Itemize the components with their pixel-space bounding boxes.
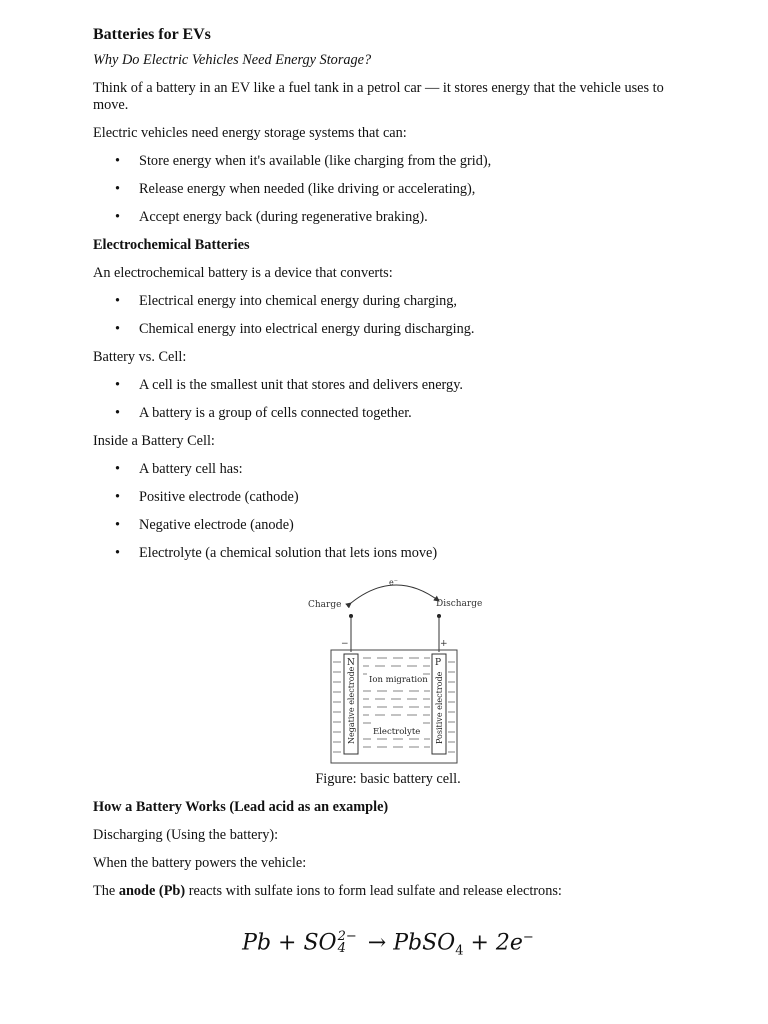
battery-vs-cell-lead: Battery vs. Cell:: [93, 349, 187, 365]
inside-cell-list: [93, 461, 683, 562]
discharging-heading: Discharging (Using the battery):: [93, 827, 279, 843]
needs-lead: Electric vehicles need energy storage systems that can:: [93, 125, 407, 141]
list-item: • A cell is the smallest unit that stores and delivers energy.: [93, 377, 683, 394]
list-item: • Electrolyte (a chemical solution that lets ions move): [93, 545, 683, 562]
list-item: • Electrical energy into chemical energy during charging,: [93, 293, 683, 310]
section-heading-how-battery-works: How a Battery Works (Lead acid as an example): [93, 799, 389, 815]
electrochem-lead: An electrochemical battery is a device that converts:: [93, 265, 393, 281]
ion-migration-label: Ion migration: [369, 675, 428, 685]
figure-caption: Figure: basic battery cell.: [315, 771, 461, 787]
battery-cell-diagram: [308, 576, 483, 764]
needs-list: [93, 153, 683, 226]
charge-label: Charge: [308, 600, 342, 610]
electrolyte-label: Electrolyte: [373, 727, 421, 737]
positive-electrode-label: Positive electrode: [435, 671, 444, 744]
list-item: • A battery cell has:: [93, 461, 683, 478]
electrochem-list: [93, 293, 683, 338]
plus-sign: +: [440, 639, 448, 649]
document-page: [93, 24, 683, 966]
anode-term: anode (Pb): [118, 883, 186, 899]
section-heading-electrochemical: Electrochemical Batteries: [93, 237, 250, 253]
electron-label: e⁻: [389, 578, 398, 587]
battery-vs-cell-list: [93, 377, 683, 422]
electron-flow-arc: [351, 585, 439, 603]
anode-paragraph: The anode (Pb) reacts with sulfate ions to form lead sulfate and release electrons:: [93, 883, 562, 899]
subtitle: Why Do Electric Vehicles Need Energy Storage?: [93, 52, 372, 68]
when-powers-text: When the battery powers the vehicle:: [93, 855, 307, 871]
list-item: • Positive electrode (cathode): [93, 489, 683, 506]
inside-cell-lead: Inside a Battery Cell:: [93, 433, 215, 449]
list-item: • A battery is a group of cells connected together.: [93, 405, 683, 422]
n-label: N: [347, 658, 355, 668]
list-item: • Chemical energy into electrical energy during discharging.: [93, 321, 683, 338]
list-item: • Negative electrode (anode): [93, 517, 683, 534]
p-label: P: [435, 658, 442, 668]
discharge-label: Discharge: [436, 599, 483, 609]
list-item: • Store energy when it's available (like charging from the grid),: [93, 153, 683, 170]
battery-cell-figure: [93, 576, 683, 764]
reaction-equation: Pb + SO 2− 4 → PbSO$_4$ + 2e−: [242, 929, 534, 959]
list-item: • Accept energy back (during regenerative braking).: [93, 209, 683, 226]
intro-paragraph: Think of a battery in an EV like a fuel tank in a petrol car — it stores energy that the vehicle uses to move.: [93, 80, 664, 113]
list-item: • Release energy when needed (like driving or accelerating),: [93, 181, 683, 198]
page-title: Batteries for EVs: [93, 26, 211, 43]
minus-sign: −: [341, 639, 349, 649]
negative-electrode-label: Negative electrode: [347, 666, 356, 744]
